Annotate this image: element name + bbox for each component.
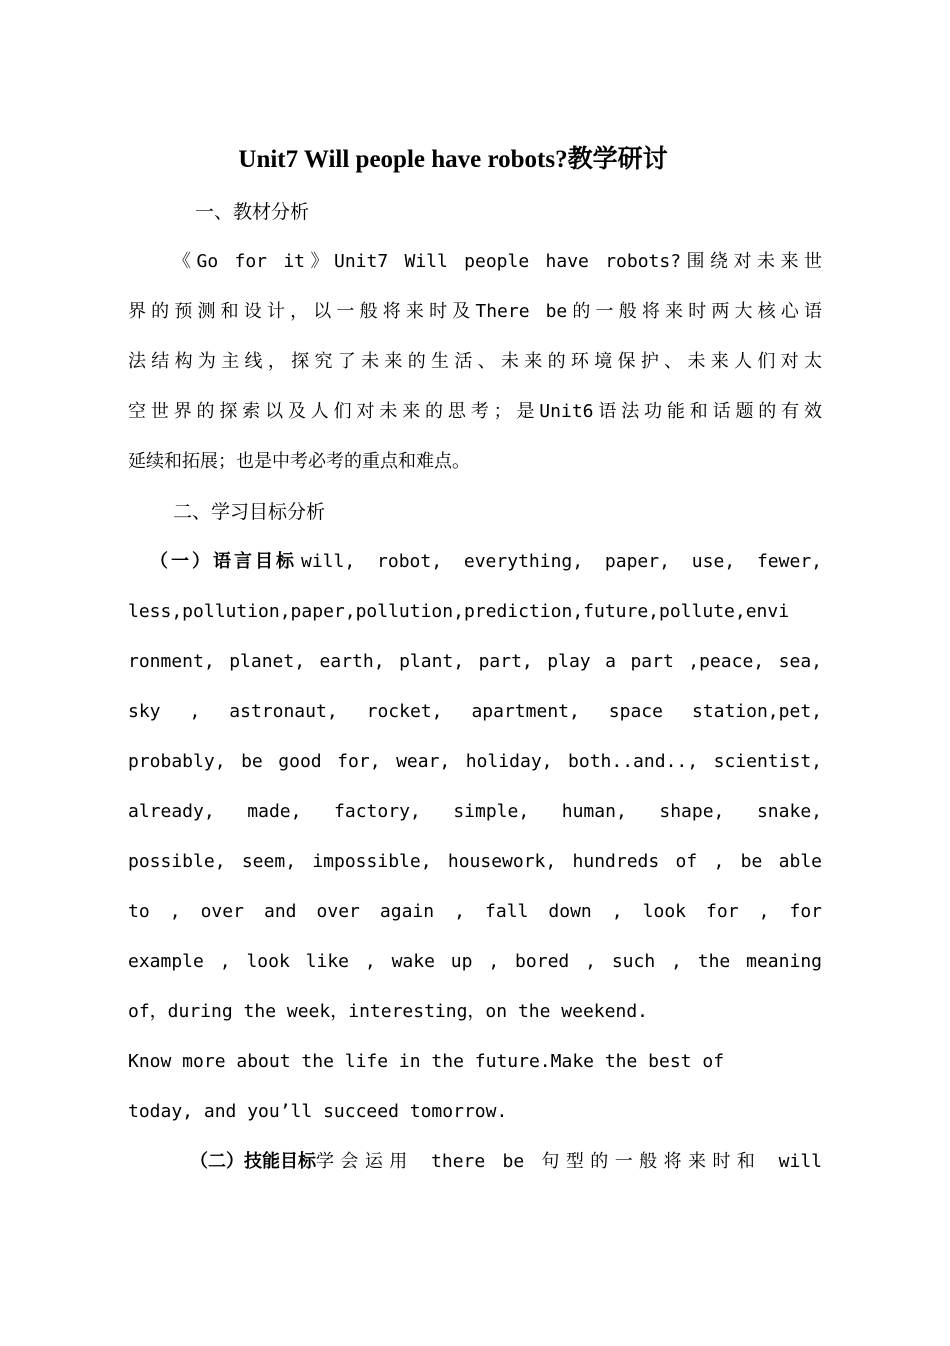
section-heading-learning-goals: 二、学习目标分析 <box>173 501 326 523</box>
skill-goals-text: 学会运用 there be 句型的一般将来时和 will <box>316 1151 822 1172</box>
vocabulary-line: probably, be good for, wear, holiday, both..and.., scientist, <box>128 751 822 772</box>
language-goals-label: （一）语言目标 <box>150 551 297 572</box>
paragraph-line: Know more about the life in the future.Make the best of <box>128 1051 725 1072</box>
vocabulary-line: example , look like , wake up , bored , such , the meaning <box>128 951 822 972</box>
paragraph-line: 法结构为主线，探究了未来的生活、未来的环境保护、未来人们对太 <box>128 351 822 372</box>
paragraph-line: 空世界的探索以及人们对未来的思考；是Unit6语法功能和话题的有效 <box>128 401 822 422</box>
section-heading-textbook-analysis: 一、教材分析 <box>195 201 310 223</box>
vocabulary-line: will, robot, everything, paper, use, fewer, <box>301 551 822 572</box>
vocabulary-line: possible, seem, impossible, housework, hundreds of , be able <box>128 851 822 872</box>
vocabulary-line: already, made, factory, simple, human, shape, snake, <box>128 801 822 822</box>
language-goals-line <box>150 547 822 577</box>
paragraph-line: 《Go for it》Unit7 Will people have robots?围绕对未来世 <box>173 251 822 272</box>
vocabulary-line: of，during the week，interesting，on the weekend. <box>128 1001 648 1022</box>
vocabulary-line: ronment, planet, earth, plant, part, play a part ,peace, sea, <box>128 651 822 672</box>
skill-goals-label: （二）技能目标 <box>190 1151 316 1172</box>
document-title: Unit7 Will people have robots?教学研讨 <box>238 146 668 173</box>
vocabulary-line: less,pollution,paper,pollution,prediction,future,pollute,envi <box>128 601 790 622</box>
paragraph-line: 界的预测和设计，以一般将来时及There be的一般将来时两大核心语 <box>128 301 822 322</box>
paragraph-line: today, and you’ll succeed tomorrow. <box>128 1101 508 1122</box>
vocabulary-line: sky , astronaut, rocket, apartment, space station,pet, <box>128 701 822 722</box>
skill-goals-line <box>190 1147 822 1177</box>
vocabulary-line: to , over and over again , fall down , look for , for <box>128 901 822 922</box>
paragraph-line: 延续和拓展；也是中考必考的重点和难点。 <box>128 451 470 472</box>
